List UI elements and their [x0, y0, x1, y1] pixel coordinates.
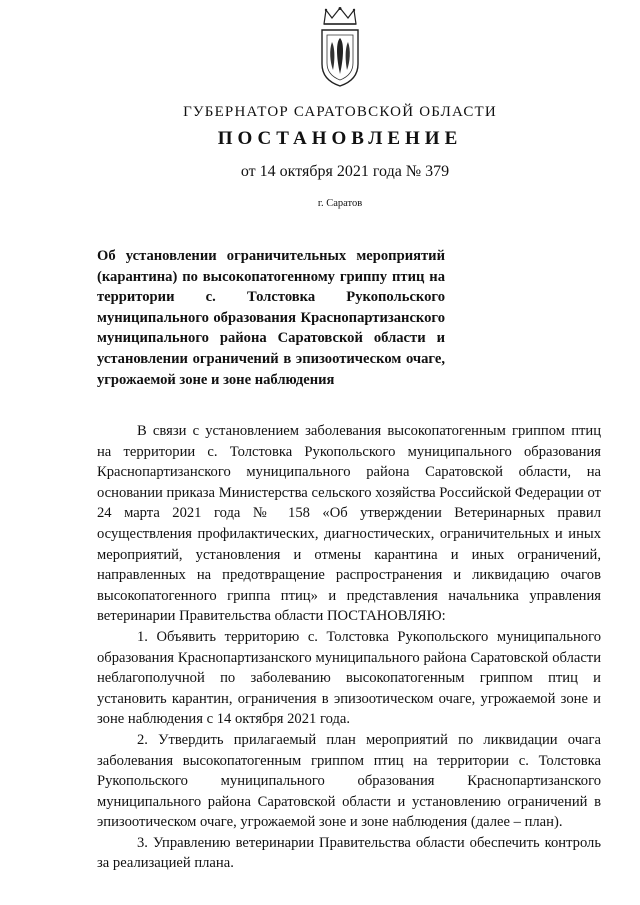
clause-3: 3. Управлению ветеринарии Правительства области обеспечить контроль за реализацией плана.: [97, 834, 601, 872]
city: г. Саратов: [317, 198, 363, 209]
saratov-coat-of-arms-icon: [318, 6, 362, 88]
document-body: [97, 421, 601, 874]
preamble-paragraph: В связи с установлением заболевания высокопатогенным гриппом птиц на территории с. Толстовка Рукопольского муниципального образования Краснопартизанского муниципального района Саратовской области, на основании приказа Министерства сельского хозяйства Российской Федерации от 24 марта 2021 года № 158 «Об утверждении Ветеринарных правил осуществления профилактических, диагностических, ограничительных и иных мероприятий, установления и отмены карантина и иных ограничений, направленных на предотвращение распространения и ликвидацию очагов высокопатогенного гриппа птиц» и представления начальника управления ветеринарии Правительства области ПОСТАНОВЛЯЮ:: [97, 423, 601, 625]
clause-1: 1. Объявить территорию с. Толстовка Рукопольского муниципального образования Краснопартизанского муниципального района Саратовской области неблагополучной по заболеванию высокопатогенным гриппом птиц и установить карантин, ограничения в эпизоотическом очаге, угрожаемой зоне и зоне наблюдения с 14 октября 2021 года.: [97, 628, 601, 728]
clause-2: 2. Утвердить прилагаемый план мероприятий по ликвидации очага заболевания высокопатогенным гриппом птиц на территории с. Толстовка Рукопольского муниципального образования Краснопартизанского муниципального района Саратовской области и установлению ограничений в эпизоотическом очаге, угрожаемой зоне и зоне наблюдения (далее – план).: [97, 731, 601, 831]
document-type: ПОСТАНОВЛЕНИЕ: [217, 128, 463, 149]
document-title: Об установлении ограничительных мероприятий (карантина) по высокопатогенному гриппу птиц на территории с. Толстовка Рукопольского муниципального образования Краснопартизанского муниципального района Саратовской области и установлении ограничений в эпизоотическом очаге, угрожаемой зоне и зоне наблюдения: [97, 248, 445, 388]
date-and-number: от 14 октября 2021 года № 379: [240, 163, 450, 180]
issuer-heading: ГУБЕРНАТОР САРАТОВСКОЙ ОБЛАСТИ: [183, 104, 497, 120]
